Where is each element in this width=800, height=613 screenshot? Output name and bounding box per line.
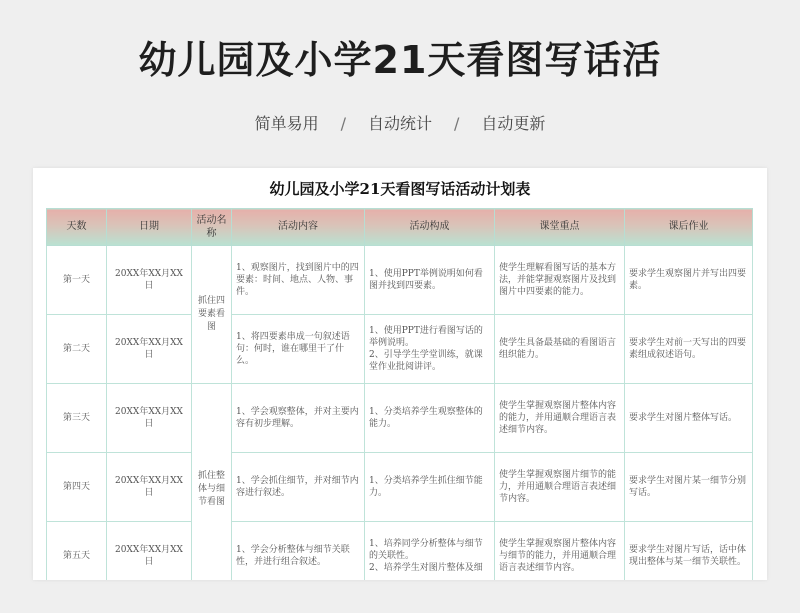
table-row (47, 315, 753, 384)
table-header-row (47, 209, 753, 246)
structure-cell: 1、使用PPT举例说明如何看图并找到四要素。 (365, 246, 495, 315)
homework-cell: 要求学生对图片某一细节分别写话。 (625, 453, 753, 522)
separator: / (340, 114, 346, 133)
column-header-date: 日期 (107, 209, 192, 246)
structure-cell: 1、使用PPT进行看图写话的举例说明。 2、引导学生学堂训练，就课堂作业批阅讲评。 (365, 315, 495, 384)
date-cell: 20XX年XX月XX日 (107, 522, 192, 581)
feature-tagline (0, 113, 800, 135)
date-cell: 20XX年XX月XX日 (107, 246, 192, 315)
content-cell: 1、将四要素串成一句叙述语句：何时，谁在哪里干了什么。 (232, 315, 365, 384)
column-header-homework: 课后作业 (625, 209, 753, 246)
column-header-activity-name: 活动名称 (192, 209, 232, 246)
column-header-content: 活动内容 (232, 209, 365, 246)
date-cell: 20XX年XX月XX日 (107, 384, 192, 453)
column-header-structure: 活动构成 (365, 209, 495, 246)
table-row (47, 453, 753, 522)
table-row (47, 522, 753, 581)
feature-auto-update: 自动更新 (481, 114, 546, 133)
separator: / (454, 114, 460, 133)
homework-cell: 要求学生观察图片并写出四要素。 (625, 246, 753, 315)
column-header-focus: 课堂重点 (495, 209, 625, 246)
activity-name-cell: 抓住整体与细节看图 (192, 384, 232, 581)
homework-cell: 要求学生对图片整体写话。 (625, 384, 753, 453)
focus-cell: 使学生掌握观察图片整体内容的能力，并用通顺合理语言表述细节内容。 (495, 384, 625, 453)
content-cell: 1、学会抓住细节，并对细节内容进行叙述。 (232, 453, 365, 522)
focus-cell: 使学生掌握观察图片细节的能力，并用通顺合理语言表述细节内容。 (495, 453, 625, 522)
focus-cell: 使学生掌握观察图片整体内容与细节的能力，并用通顺合理语言表述细节内容。 (495, 522, 625, 581)
date-cell: 20XX年XX月XX日 (107, 453, 192, 522)
table-row (47, 384, 753, 453)
homework-cell: 要求学生对图片写话，话中体现出整体与某一细节关联性。 (625, 522, 753, 581)
sheet-title: 幼儿园及小学21天看图写话活动计划表 (269, 180, 531, 198)
activity-name-cell: 抓住四要素看图 (192, 246, 232, 384)
day-cell: 第一天 (47, 246, 107, 315)
structure-cell: 1、分类培养学生观察整体的能力。 (365, 384, 495, 453)
feature-easy: 简单易用 (254, 114, 319, 133)
structure-cell: 1、培养同学分析整体与细节的关联性。 2、培养学生对图片整体及细 (365, 522, 495, 581)
feature-auto-stats: 自动统计 (367, 114, 432, 133)
content-cell: 1、学会分析整体与细节关联性，并进行组合叙述。 (232, 522, 365, 581)
column-header-day: 天数 (47, 209, 107, 246)
activity-plan-table (46, 208, 753, 580)
page-title: 幼儿园及小学21天看图写话活 (138, 38, 662, 82)
day-cell: 第二天 (47, 315, 107, 384)
homework-cell: 要求学生对前一天写出的四要素组成叙述语句。 (625, 315, 753, 384)
content-cell: 1、学会观察整体，并对主要内容有初步理解。 (232, 384, 365, 453)
day-cell: 第四天 (47, 453, 107, 522)
focus-cell: 使学生具备最基础的看图语言组织能力。 (495, 315, 625, 384)
spreadsheet-preview (33, 168, 767, 580)
day-cell: 第五天 (47, 522, 107, 581)
date-cell: 20XX年XX月XX日 (107, 315, 192, 384)
focus-cell: 使学生理解看图写话的基本方法，并能掌握观察图片及找到图片中四要素的能力。 (495, 246, 625, 315)
table-row (47, 246, 753, 315)
content-cell: 1、观察图片，找到图片中的四要素：时间、地点、人物、事件。 (232, 246, 365, 315)
day-cell: 第三天 (47, 384, 107, 453)
structure-cell: 1、分类培养学生抓住细节能力。 (365, 453, 495, 522)
